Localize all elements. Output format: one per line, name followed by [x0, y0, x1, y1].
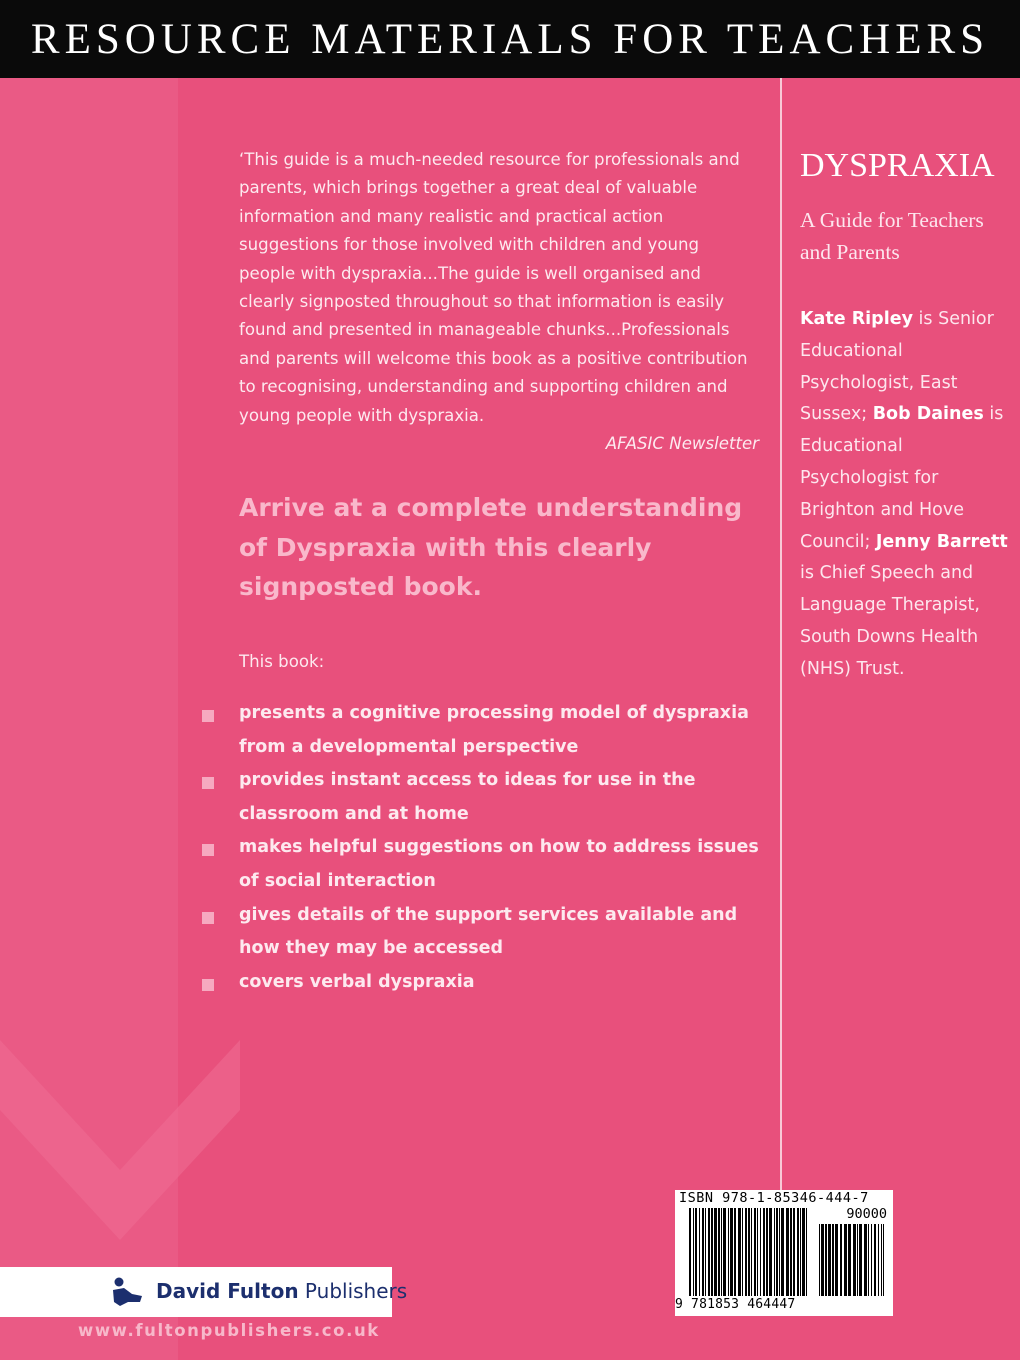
book-title: DYSPRAXIA	[800, 147, 995, 184]
author-role: is Educational Psychologist for Brighton and Hove Council;	[800, 404, 1004, 552]
author-name: Jenny Barrett	[875, 531, 1008, 552]
bullet-square-icon	[202, 777, 214, 789]
author-bios	[800, 304, 1015, 686]
features-intro: This book:	[239, 652, 325, 671]
bullet-square-icon	[202, 844, 214, 856]
feature-item: makes helpful suggestions on how to address issues of social interaction	[202, 831, 772, 898]
barcode-bars-icon	[689, 1208, 809, 1296]
quote-source: AFASIC Newsletter	[605, 434, 759, 454]
barcode-label	[675, 1190, 893, 1316]
author-role: is Chief Speech and Language Therapist, South Downs Health (NHS) Trust.	[800, 563, 980, 679]
feature-item: covers verbal dyspraxia	[202, 966, 772, 1000]
price-code: 90000	[846, 1206, 887, 1222]
publisher-banner	[0, 1267, 408, 1317]
ean-digits: 9 781853 464447	[675, 1297, 796, 1312]
reclining-figure-icon	[110, 1276, 144, 1308]
bullet-square-icon	[202, 710, 214, 722]
bullet-square-icon	[202, 979, 214, 991]
author-name: Bob Daines	[872, 404, 984, 425]
chevron-watermark-icon	[0, 1040, 240, 1270]
book-subtitle: A Guide for Teachers and Parents	[800, 208, 984, 264]
feature-item: provides instant access to ideas for use in the classroom and at home	[202, 764, 772, 831]
headline: Arrive at a complete understanding of Dyspraxia with this clearly signposted book.	[239, 493, 743, 601]
publisher-name: David Fulton Publishers	[156, 1279, 408, 1303]
bullet-square-icon	[202, 912, 214, 924]
author-name: Kate Ripley	[800, 309, 913, 329]
feature-item: gives details of the support services available and how they may be accessed	[202, 899, 772, 966]
author-role: is Senior Educational Psychologist, East Sussex;	[800, 309, 994, 425]
isbn-text: ISBN 978-1-85346-444-7	[679, 1190, 869, 1206]
column-divider	[780, 78, 782, 1208]
review-quote	[239, 146, 759, 458]
quote-text: ‘This guide is a much-needed resource for professionals and parents, which brings together a great deal of valuable information and many realistic and practical action suggestions for those involved with children and young people with dyspraxia...The guide is well organised and clearly signposted throughout so that information is easily found and presented in manageable chunks...Professionals and parents will welcome this book as a positive contribution to recognising, understanding and supporting children and young people with dyspraxia.	[239, 150, 748, 425]
series-header: RESOURCE MATERIALS FOR TEACHERS	[0, 0, 1020, 78]
feature-list	[202, 697, 772, 999]
publisher-url[interactable]: www.fultonpublishers.co.uk	[78, 1321, 380, 1340]
feature-item: presents a cognitive processing model of dyspraxia from a developmental perspective	[202, 697, 772, 764]
sidebar	[800, 140, 1015, 686]
addon-barcode-bars-icon	[819, 1224, 885, 1296]
